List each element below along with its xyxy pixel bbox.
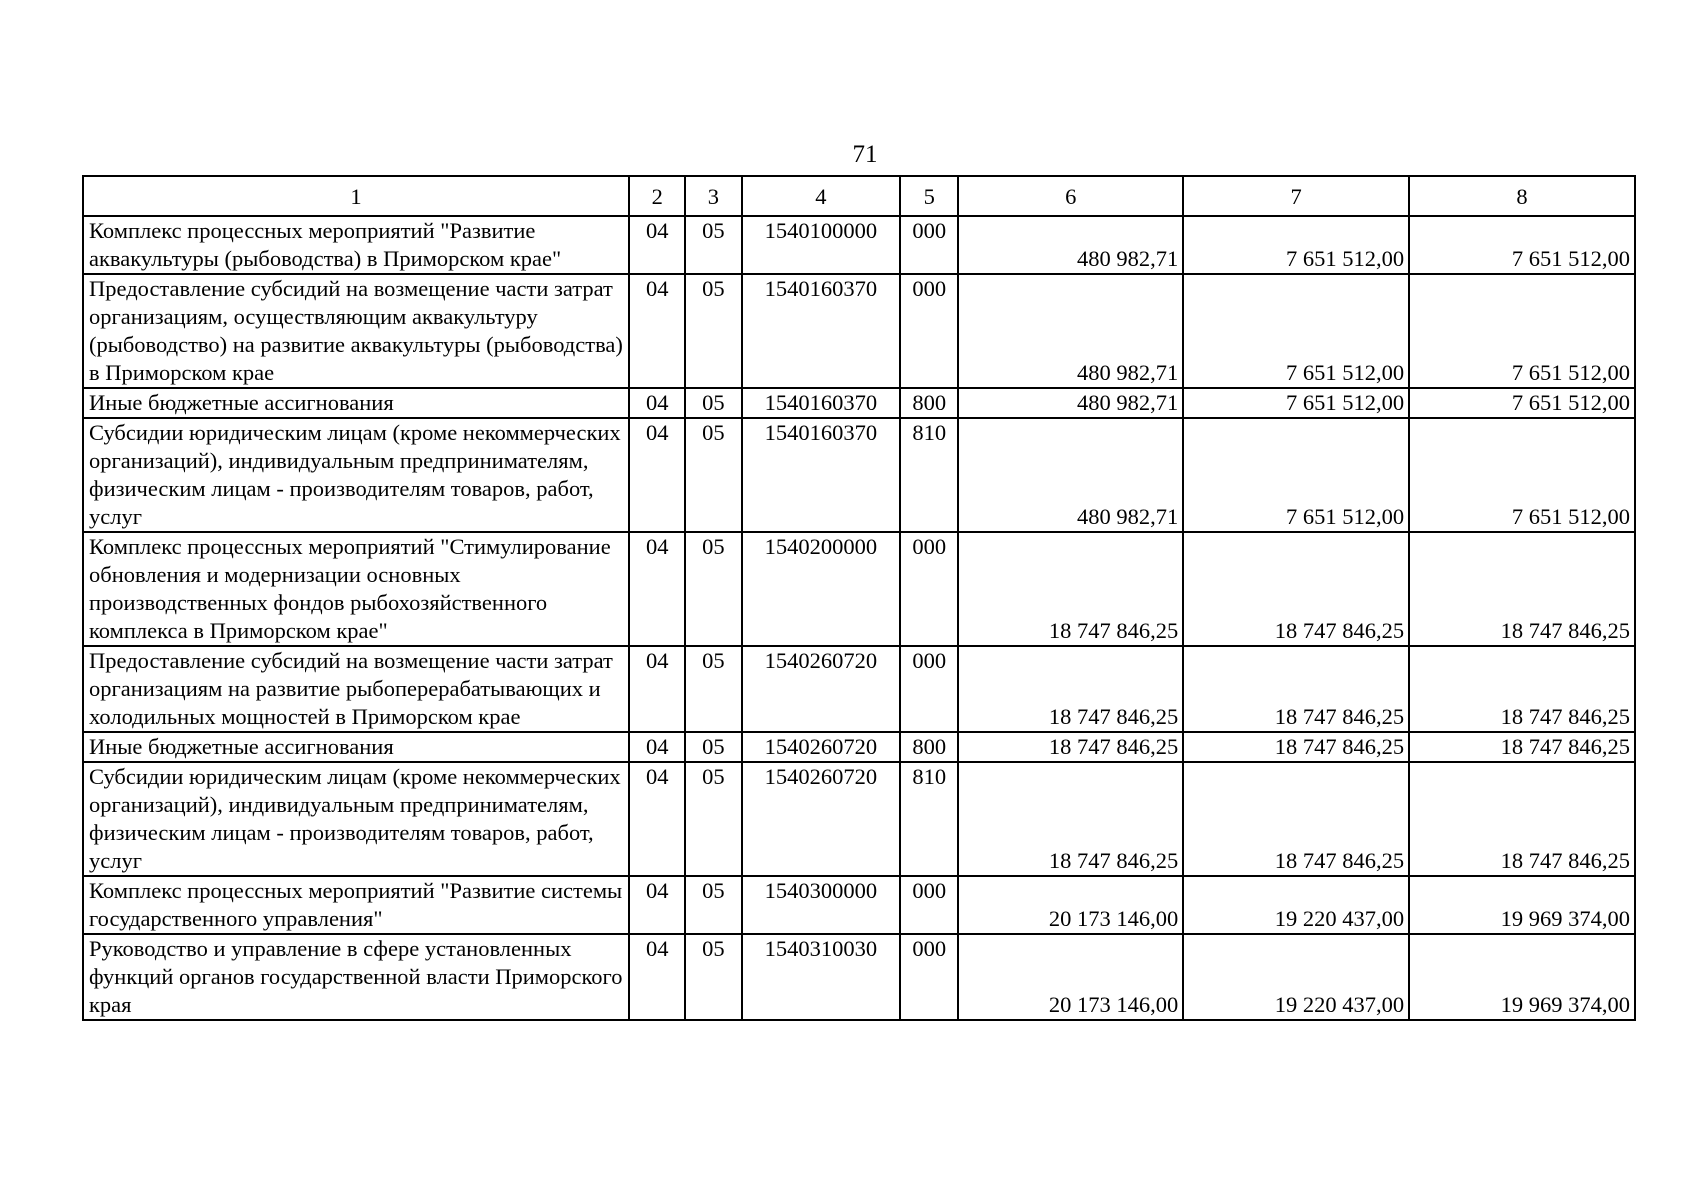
table-row: [83, 646, 1635, 732]
amount-col-7: 18 747 846,25: [1183, 646, 1409, 732]
table-row: [83, 388, 1635, 418]
section-code: 04: [629, 934, 685, 1020]
table-row: [83, 934, 1635, 1020]
amount-col-8: 18 747 846,25: [1409, 646, 1635, 732]
target-article-code: 1540260720: [742, 646, 901, 732]
row-name: Субсидии юридическим лицам (кроме некоммерческих организаций), индивидуальным предпринимателям, физическим лицам - производителям товаров, работ, услуг: [83, 762, 629, 876]
row-name: Комплекс процессных мероприятий "Стимулирование обновления и модернизации основных производственных фондов рыбохозяйственного комплекса в Приморском крае": [83, 532, 629, 646]
subsection-code: 05: [685, 732, 741, 762]
amount-col-8: 18 747 846,25: [1409, 762, 1635, 876]
amount-col-7: 7 651 512,00: [1183, 274, 1409, 388]
budget-table: [82, 175, 1636, 1021]
table-row: [83, 762, 1635, 876]
amount-col-7: 7 651 512,00: [1183, 216, 1409, 274]
row-name: Субсидии юридическим лицам (кроме некоммерческих организаций), индивидуальным предпринимателям, физическим лицам - производителям товаров, работ, услуг: [83, 418, 629, 532]
amount-col-8: 7 651 512,00: [1409, 388, 1635, 418]
row-name: Комплекс процессных мероприятий "Развитие аквакультуры (рыбоводства) в Приморском крае": [83, 216, 629, 274]
row-name: Предоставление субсидий на возмещение части затрат организациям, осуществляющим аквакультуру (рыбоводство) на развитие аквакультуры (рыбоводства) в Приморском крае: [83, 274, 629, 388]
table-row: [83, 216, 1635, 274]
section-code: 04: [629, 532, 685, 646]
subsection-code: 05: [685, 876, 741, 934]
section-code: 04: [629, 732, 685, 762]
target-article-code: 1540200000: [742, 532, 901, 646]
column-header: 7: [1183, 176, 1409, 216]
subsection-code: 05: [685, 934, 741, 1020]
amount-col-6: 480 982,71: [958, 418, 1183, 532]
amount-col-7: 7 651 512,00: [1183, 418, 1409, 532]
amount-col-7: 19 220 437,00: [1183, 876, 1409, 934]
section-code: 04: [629, 388, 685, 418]
amount-col-6: 18 747 846,25: [958, 646, 1183, 732]
expense-type-code: 000: [900, 934, 958, 1020]
amount-col-8: 19 969 374,00: [1409, 934, 1635, 1020]
column-header: 8: [1409, 176, 1635, 216]
expense-type-code: 000: [900, 274, 958, 388]
amount-col-6: 18 747 846,25: [958, 532, 1183, 646]
table-row: [83, 418, 1635, 532]
subsection-code: 05: [685, 274, 741, 388]
target-article-code: 1540160370: [742, 388, 901, 418]
amount-col-7: 19 220 437,00: [1183, 934, 1409, 1020]
target-article-code: 1540310030: [742, 934, 901, 1020]
subsection-code: 05: [685, 418, 741, 532]
column-header: 2: [629, 176, 685, 216]
row-name: Иные бюджетные ассигнования: [83, 388, 629, 418]
amount-col-6: 20 173 146,00: [958, 876, 1183, 934]
table-row: [83, 876, 1635, 934]
amount-col-6: 20 173 146,00: [958, 934, 1183, 1020]
section-code: 04: [629, 274, 685, 388]
target-article-code: 1540260720: [742, 762, 901, 876]
subsection-code: 05: [685, 532, 741, 646]
column-header: 4: [742, 176, 901, 216]
column-header: 5: [900, 176, 958, 216]
amount-col-6: 18 747 846,25: [958, 762, 1183, 876]
target-article-code: 1540260720: [742, 732, 901, 762]
expense-type-code: 000: [900, 876, 958, 934]
row-name: Комплекс процессных мероприятий "Развитие системы государственного управления": [83, 876, 629, 934]
table-header-row: [83, 176, 1635, 216]
expense-type-code: 800: [900, 388, 958, 418]
amount-col-8: 19 969 374,00: [1409, 876, 1635, 934]
expense-type-code: 810: [900, 418, 958, 532]
section-code: 04: [629, 762, 685, 876]
column-header: 3: [685, 176, 741, 216]
column-header: 1: [83, 176, 629, 216]
amount-col-8: 18 747 846,25: [1409, 532, 1635, 646]
amount-col-6: 480 982,71: [958, 274, 1183, 388]
row-name: Руководство и управление в сфере установленных функций органов государственной власти Приморского края: [83, 934, 629, 1020]
target-article-code: 1540160370: [742, 418, 901, 532]
target-article-code: 1540160370: [742, 274, 901, 388]
section-code: 04: [629, 216, 685, 274]
expense-type-code: 810: [900, 762, 958, 876]
expense-type-code: 000: [900, 532, 958, 646]
amount-col-6: 480 982,71: [958, 388, 1183, 418]
row-name: Иные бюджетные ассигнования: [83, 732, 629, 762]
amount-col-8: 7 651 512,00: [1409, 418, 1635, 532]
amount-col-8: 7 651 512,00: [1409, 274, 1635, 388]
subsection-code: 05: [685, 762, 741, 876]
amount-col-7: 18 747 846,25: [1183, 532, 1409, 646]
amount-col-6: 480 982,71: [958, 216, 1183, 274]
target-article-code: 1540300000: [742, 876, 901, 934]
table-row: [83, 274, 1635, 388]
amount-col-8: 7 651 512,00: [1409, 216, 1635, 274]
expense-type-code: 000: [900, 216, 958, 274]
section-code: 04: [629, 876, 685, 934]
table-row: [83, 732, 1635, 762]
amount-col-6: 18 747 846,25: [958, 732, 1183, 762]
amount-col-7: 7 651 512,00: [1183, 388, 1409, 418]
subsection-code: 05: [685, 216, 741, 274]
column-header: 6: [958, 176, 1183, 216]
expense-type-code: 800: [900, 732, 958, 762]
amount-col-7: 18 747 846,25: [1183, 762, 1409, 876]
expense-type-code: 000: [900, 646, 958, 732]
section-code: 04: [629, 646, 685, 732]
subsection-code: 05: [685, 646, 741, 732]
page-number: 71: [852, 141, 878, 168]
row-name: Предоставление субсидий на возмещение части затрат организациям на развитие рыбоперерабатывающих и холодильных мощностей в Приморском крае: [83, 646, 629, 732]
amount-col-7: 18 747 846,25: [1183, 732, 1409, 762]
target-article-code: 1540100000: [742, 216, 901, 274]
section-code: 04: [629, 418, 685, 532]
subsection-code: 05: [685, 388, 741, 418]
amount-col-8: 18 747 846,25: [1409, 732, 1635, 762]
table-row: [83, 532, 1635, 646]
